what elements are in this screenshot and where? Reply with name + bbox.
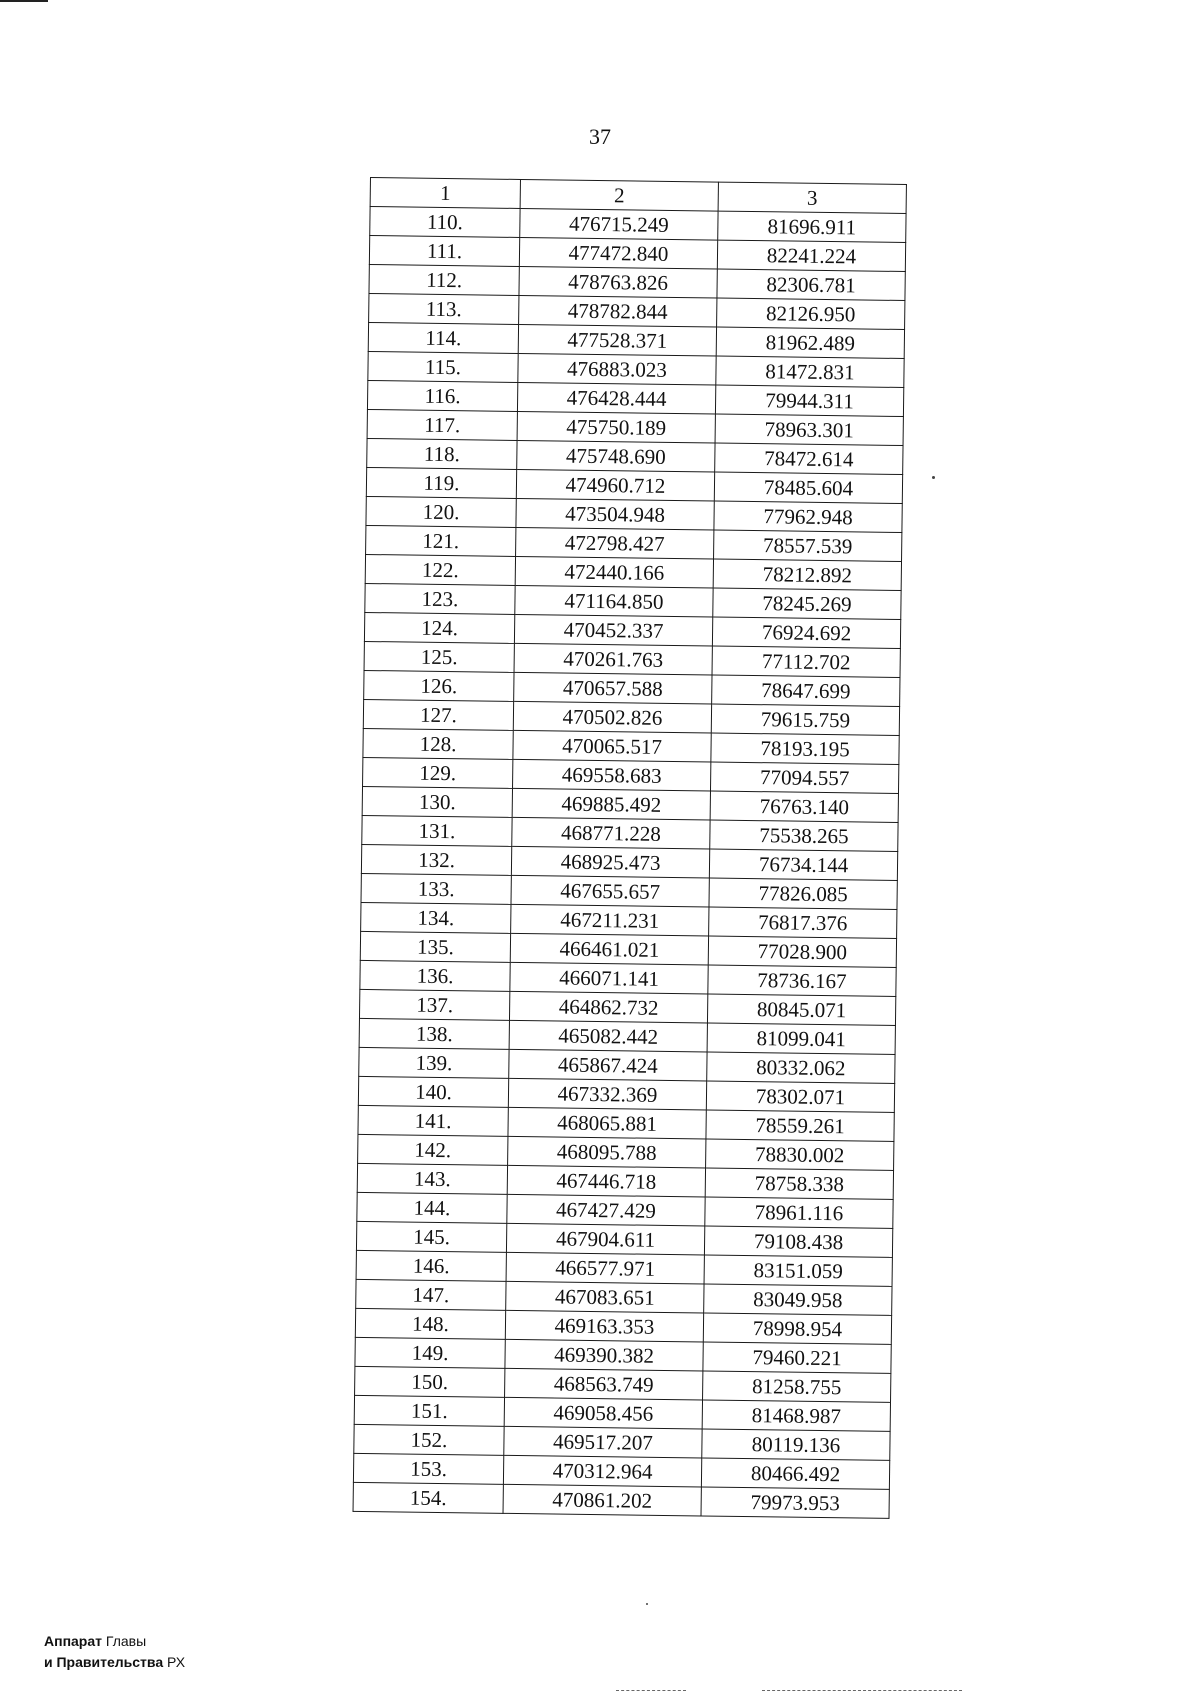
coordinate-x-cell: 468925.473 — [511, 846, 709, 878]
coordinate-y-cell: 76817.376 — [709, 907, 897, 938]
coordinate-y-cell: 78557.539 — [714, 530, 902, 561]
coordinate-x-cell: 469390.382 — [505, 1339, 703, 1371]
row-number-cell: 134. — [361, 902, 511, 933]
footer-scan-line — [762, 1690, 962, 1691]
row-number-cell: 131. — [362, 815, 512, 846]
row-number-cell: 132. — [361, 844, 511, 875]
row-number-cell: 133. — [361, 873, 511, 904]
row-number-cell: 125. — [364, 641, 514, 672]
scan-speck — [646, 1603, 648, 1605]
coordinate-y-cell: 81962.489 — [716, 327, 904, 358]
coordinate-y-cell: 83151.059 — [704, 1255, 892, 1286]
row-number-cell: 142. — [358, 1134, 508, 1165]
coordinate-x-cell: 470261.763 — [514, 643, 712, 675]
coordinate-x-cell: 474960.712 — [516, 469, 714, 501]
row-number-cell: 122. — [365, 554, 515, 585]
row-number-cell: 129. — [363, 757, 513, 788]
stamp-line-2-bold: и Правительства — [44, 1654, 164, 1670]
coordinate-y-cell: 79944.311 — [715, 385, 903, 416]
coordinate-x-cell: 464862.732 — [509, 991, 707, 1023]
coordinate-y-cell: 76734.144 — [709, 849, 897, 880]
coordinate-y-cell: 78485.604 — [714, 472, 902, 503]
coordinate-y-cell: 80845.071 — [707, 994, 895, 1025]
coordinate-x-cell: 475748.690 — [517, 440, 715, 472]
row-number-cell: 126. — [364, 670, 514, 701]
column-header-1: 1 — [370, 178, 520, 209]
coordinate-x-cell: 468095.788 — [508, 1136, 706, 1168]
coordinate-x-cell: 473504.948 — [516, 498, 714, 530]
coordinate-x-cell: 467332.369 — [508, 1078, 706, 1110]
row-number-cell: 146. — [356, 1250, 506, 1281]
row-number-cell: 127. — [363, 699, 513, 730]
coordinate-x-cell: 466071.141 — [510, 962, 708, 994]
coordinate-x-cell: 467211.231 — [511, 904, 709, 936]
coordinate-y-cell: 78559.261 — [706, 1110, 894, 1141]
row-number-cell: 117. — [367, 409, 517, 440]
table-body — [353, 207, 906, 1519]
row-number-cell: 138. — [359, 1018, 509, 1049]
coordinate-y-cell: 78245.269 — [713, 588, 901, 619]
coordinate-x-cell: 468065.881 — [508, 1107, 706, 1139]
coordinate-y-cell: 77962.948 — [714, 501, 902, 532]
coordinate-y-cell: 81099.041 — [707, 1023, 895, 1054]
coordinate-y-cell: 77826.085 — [709, 878, 897, 909]
coordinate-y-cell: 76924.692 — [712, 617, 900, 648]
row-number-cell: 149. — [355, 1337, 505, 1368]
row-number-cell: 116. — [367, 380, 517, 411]
coordinate-y-cell: 80332.062 — [707, 1052, 895, 1083]
coordinate-x-cell: 467083.651 — [506, 1281, 704, 1313]
row-number-cell: 112. — [369, 264, 519, 295]
row-number-cell: 113. — [369, 293, 519, 324]
coordinate-y-cell: 79615.759 — [711, 704, 899, 735]
coordinate-y-cell: 81696.911 — [718, 211, 906, 242]
row-number-cell: 135. — [360, 931, 510, 962]
coordinate-y-cell: 78302.071 — [706, 1081, 894, 1112]
coordinate-y-cell: 78736.167 — [708, 965, 896, 996]
coordinate-x-cell: 465867.424 — [509, 1049, 707, 1081]
row-number-cell: 139. — [359, 1047, 509, 1078]
coordinates-table — [353, 177, 907, 1519]
coordinate-x-cell: 470861.202 — [503, 1484, 701, 1516]
coordinate-y-cell: 82306.781 — [717, 269, 905, 300]
row-number-cell: 118. — [367, 438, 517, 469]
row-number-cell: 124. — [364, 612, 514, 643]
footer-scan-line — [616, 1690, 686, 1691]
row-number-cell: 152. — [354, 1424, 504, 1455]
coordinate-y-cell: 78961.116 — [705, 1197, 893, 1228]
row-number-cell: 123. — [365, 583, 515, 614]
row-number-cell: 115. — [368, 351, 518, 382]
coordinate-x-cell: 476428.444 — [517, 382, 715, 414]
row-number-cell: 119. — [366, 467, 516, 498]
row-number-cell: 128. — [363, 728, 513, 759]
coordinate-x-cell: 475750.189 — [517, 411, 715, 443]
coordinate-x-cell: 467655.657 — [511, 875, 709, 907]
row-number-cell: 130. — [362, 786, 512, 817]
row-number-cell: 136. — [360, 960, 510, 991]
coordinate-x-cell: 478763.826 — [519, 266, 717, 298]
coordinate-y-cell: 79460.221 — [703, 1342, 891, 1373]
coordinate-x-cell: 470657.588 — [514, 672, 712, 704]
coordinate-y-cell: 82241.224 — [717, 240, 905, 271]
coordinate-y-cell: 77094.557 — [710, 762, 898, 793]
coordinate-y-cell: 78212.892 — [713, 559, 901, 590]
row-number-cell: 150. — [355, 1366, 505, 1397]
row-number-cell: 137. — [359, 989, 509, 1020]
coordinate-y-cell: 78830.002 — [706, 1139, 894, 1170]
row-number-cell: 147. — [356, 1279, 506, 1310]
coordinate-x-cell: 466461.021 — [510, 933, 708, 965]
coordinate-x-cell: 467904.611 — [506, 1223, 704, 1255]
coordinate-y-cell: 78193.195 — [711, 733, 899, 764]
stamp-line-2-rest: РХ — [163, 1654, 186, 1670]
coordinate-x-cell: 477528.371 — [518, 324, 716, 356]
stamp-line-1-rest: Главы — [102, 1633, 147, 1649]
row-number-cell: 111. — [369, 236, 519, 267]
coordinate-y-cell: 81468.987 — [702, 1400, 890, 1431]
coordinate-y-cell: 78758.338 — [705, 1168, 893, 1199]
row-number-cell: 141. — [358, 1105, 508, 1136]
coordinate-x-cell: 470065.517 — [513, 730, 711, 762]
coordinate-y-cell: 75538.265 — [710, 820, 898, 851]
coordinate-x-cell: 478782.844 — [519, 295, 717, 327]
coordinate-x-cell: 471164.850 — [515, 585, 713, 617]
coordinate-x-cell: 472798.427 — [516, 527, 714, 559]
coordinate-x-cell: 470502.826 — [513, 701, 711, 733]
coordinate-y-cell: 81258.755 — [703, 1371, 891, 1402]
coordinate-y-cell: 78647.699 — [712, 675, 900, 706]
coordinate-x-cell: 470452.337 — [514, 614, 712, 646]
row-number-cell: 140. — [358, 1076, 508, 1107]
coordinate-x-cell: 466577.971 — [506, 1252, 704, 1284]
coordinate-x-cell: 467446.718 — [507, 1165, 705, 1197]
coordinate-x-cell: 477472.840 — [519, 237, 717, 269]
coordinate-x-cell: 469885.492 — [512, 788, 710, 820]
row-number-cell: 120. — [366, 496, 516, 527]
page-number: 37 — [589, 124, 611, 149]
row-number-cell: 153. — [353, 1453, 503, 1484]
coordinate-y-cell: 79973.953 — [701, 1487, 889, 1518]
coordinate-x-cell: 469163.353 — [505, 1310, 703, 1342]
coordinate-x-cell: 467427.429 — [507, 1194, 705, 1226]
stamp-line-1-bold: Аппарат — [44, 1633, 103, 1649]
row-number-cell: 148. — [355, 1308, 505, 1339]
coordinate-y-cell: 81472.831 — [716, 356, 904, 387]
coordinate-y-cell: 77112.702 — [712, 646, 900, 677]
column-header-3: 3 — [718, 182, 906, 213]
footer-stamp — [44, 1631, 185, 1673]
coordinate-x-cell: 468771.228 — [512, 817, 710, 849]
coordinate-y-cell: 82126.950 — [717, 298, 905, 329]
stamp-line-2 — [44, 1652, 185, 1673]
coordinate-x-cell: 468563.749 — [505, 1368, 703, 1400]
row-number-cell: 143. — [357, 1163, 507, 1194]
scan-speck — [932, 476, 935, 479]
coordinate-y-cell: 80466.492 — [701, 1458, 889, 1489]
coordinate-x-cell: 469517.207 — [504, 1426, 702, 1458]
row-number-cell: 144. — [357, 1192, 507, 1223]
coordinate-y-cell: 78963.301 — [715, 414, 903, 445]
coordinate-x-cell: 465082.442 — [509, 1020, 707, 1052]
coordinate-y-cell: 78472.614 — [715, 443, 903, 474]
coordinate-x-cell: 476715.249 — [520, 208, 718, 240]
coordinate-y-cell: 77028.900 — [708, 936, 896, 967]
row-number-cell: 121. — [366, 525, 516, 556]
coordinate-x-cell: 470312.964 — [503, 1455, 701, 1487]
coordinate-y-cell: 79108.438 — [704, 1226, 892, 1257]
column-header-2: 2 — [520, 179, 718, 211]
coordinate-y-cell: 83049.958 — [704, 1284, 892, 1315]
scan-edge-mark — [0, 0, 48, 2]
row-number-cell: 145. — [356, 1221, 506, 1252]
coordinate-y-cell: 80119.136 — [702, 1429, 890, 1460]
coordinate-x-cell: 476883.023 — [518, 353, 716, 385]
row-number-cell: 151. — [354, 1395, 504, 1426]
coordinate-y-cell: 76763.140 — [710, 791, 898, 822]
coordinate-y-cell: 78998.954 — [703, 1313, 891, 1344]
row-number-cell: 154. — [353, 1482, 503, 1513]
coordinate-x-cell: 469058.456 — [504, 1397, 702, 1429]
row-number-cell: 114. — [368, 322, 518, 353]
coordinate-x-cell: 469558.683 — [513, 759, 711, 791]
row-number-cell: 110. — [370, 207, 520, 238]
coordinate-x-cell: 472440.166 — [515, 556, 713, 588]
stamp-line-1 — [44, 1631, 185, 1652]
